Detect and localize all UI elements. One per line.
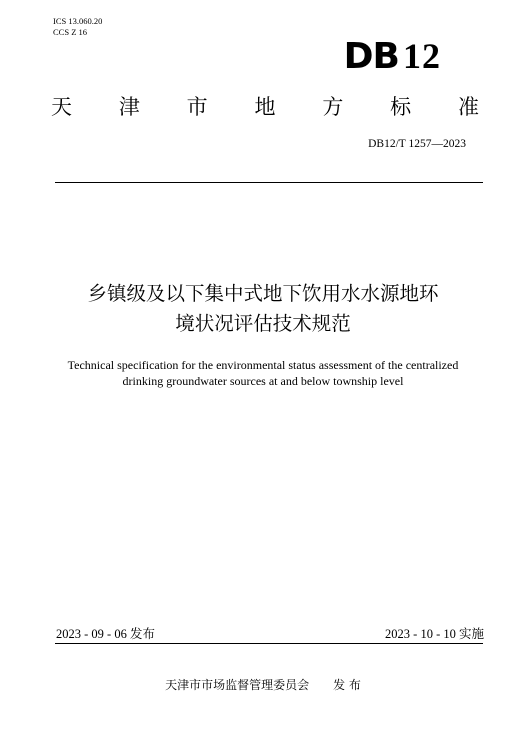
standard-number: DB12/T 1257—2023 — [368, 138, 466, 150]
standard-type-char: 准 — [457, 95, 479, 119]
english-title-line: Technical specification for the environmental status assessment of the centralized — [67, 358, 459, 372]
publisher-line — [0, 676, 526, 693]
standard-type-char: 津 — [118, 95, 140, 119]
bottom-divider — [55, 643, 483, 644]
implementation-date: 2023 - 10 - 10 实施 — [385, 627, 484, 641]
ics-code: ICS 13.060.20 — [53, 16, 103, 26]
logo-number: 12 — [403, 36, 441, 76]
publisher-name: 天津市市场监督管理委员会 — [165, 678, 310, 692]
standard-type-heading — [51, 93, 479, 121]
english-title — [40, 357, 486, 389]
classification-codes — [53, 16, 102, 38]
publisher-action: 发 布 — [333, 678, 361, 692]
chinese-title-line: 乡镇级及以下集中式地下饮用水水源地环 — [87, 282, 439, 305]
standard-type-char: 标 — [390, 95, 412, 119]
standard-type-char: 方 — [322, 95, 344, 119]
chinese-title — [40, 279, 486, 339]
top-divider — [55, 182, 483, 183]
standard-type-char: 市 — [186, 95, 208, 119]
db-logo — [344, 36, 441, 77]
issue-date: 2023 - 09 - 06 发布 — [56, 627, 155, 641]
logo-prefix: DB — [343, 36, 399, 77]
standard-type-char: 地 — [254, 95, 276, 119]
standard-type-char: 天 — [51, 95, 72, 119]
english-title-line: drinking groundwater sources at and below township level — [122, 374, 404, 388]
chinese-title-line: 境状况评估技术规范 — [175, 312, 351, 335]
ccs-code: CCS Z 16 — [53, 27, 88, 37]
